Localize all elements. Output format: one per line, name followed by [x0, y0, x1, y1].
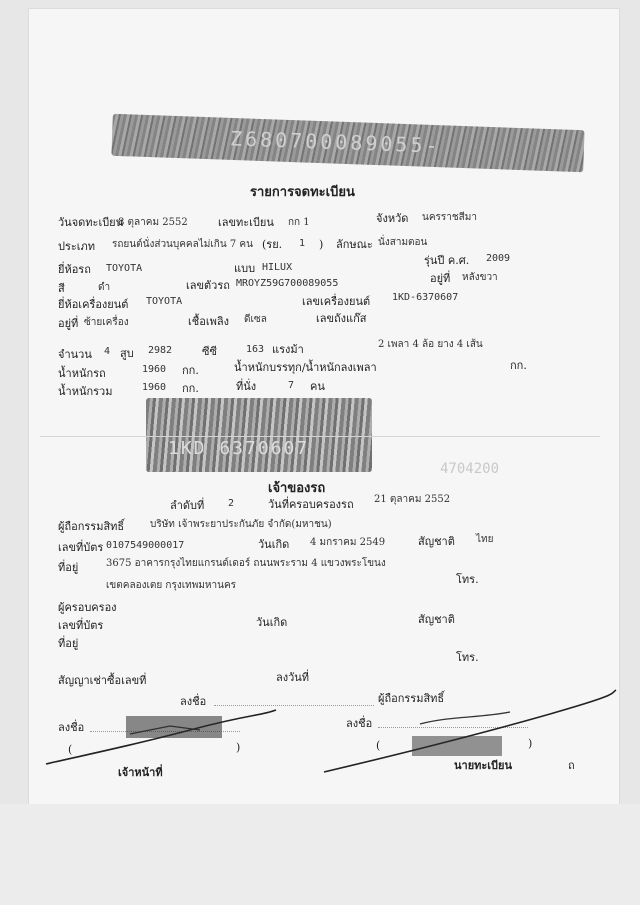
- load-label: น้ำหนักบรรทุก/น้ำหนักลงเพลา: [234, 361, 377, 374]
- plate-value: กก 1: [288, 217, 310, 228]
- possessor-tel-label: โทร.: [456, 651, 479, 664]
- holder-sign-label: ลงชื่อ: [180, 695, 207, 708]
- model-value: HILUX: [262, 262, 293, 273]
- engine-no-label: เลขเครื่องยนต์: [302, 295, 371, 308]
- owner-addr-line2: เขตคลองเตย กรุงเทพมหานคร: [106, 580, 237, 591]
- possess-date-value: 21 ตุลาคม 2552: [374, 494, 451, 505]
- reg-date-label: วันจดทะเบียน: [58, 216, 124, 229]
- cylinder-unit: สูบ: [120, 347, 134, 360]
- engine-brand-label: ยี่ห้อเครื่องยนต์: [58, 298, 129, 311]
- owner-birth-value: 4 มกราคม 2549: [310, 537, 386, 548]
- style-label: ลักษณะ: [336, 238, 373, 251]
- code-value: 1: [299, 238, 306, 249]
- seq-label: ลำดับที่: [170, 499, 205, 512]
- count-label: จำนวน: [58, 348, 92, 361]
- cylinder-value: 4: [104, 346, 111, 357]
- gas-tank-label: เลขถังแก๊ส: [316, 312, 367, 325]
- total-weight-unit: กก.: [182, 382, 199, 395]
- official-sign-label: ลงชื่อ: [58, 721, 85, 734]
- seat-value: 7: [288, 380, 295, 391]
- faded-number: 4704200: [440, 461, 500, 477]
- contract-no-label: สัญญาเช่าซื้อเลขที่: [58, 674, 147, 687]
- weight-label: น้ำหนักรถ: [58, 367, 106, 380]
- registrar-paren-close: ): [528, 737, 533, 750]
- chassis-loc-label: อยู่ที่: [430, 272, 451, 285]
- possessor-nation-label: สัญชาติ: [418, 613, 455, 626]
- weight-unit: กก.: [182, 364, 199, 377]
- weight-value: 1960: [142, 364, 167, 375]
- owner-addr-line1: 3675 อาคารกรุงไทยแกรนด์เดอร์ ถนนพระราม 4 แขวงพระโขนง: [106, 558, 386, 569]
- seat-label: ที่นั่ง: [236, 380, 257, 393]
- possessor-title: ผู้ครอบครอง: [58, 601, 117, 614]
- owner-id-value: 0107549000017: [106, 540, 185, 551]
- year-value: 2009: [486, 253, 511, 264]
- chassis-value: MROYZ59G700089055: [236, 278, 339, 289]
- province-value: นครราชสีมา: [422, 212, 477, 223]
- owner-nation-label: สัญชาติ: [418, 535, 455, 548]
- chassis-label: เลขตัวรถ: [186, 279, 230, 292]
- mid-divider: [40, 436, 600, 437]
- hp-value: 163: [246, 344, 265, 355]
- hp-unit: แรงม้า: [272, 343, 304, 356]
- engine-no-value: 1KD-6370607: [392, 292, 459, 303]
- registrar-role: นายทะเบียน: [454, 759, 513, 772]
- registrar-signature: [320, 688, 620, 778]
- page-title: รายการจดทะเบียน: [250, 185, 355, 200]
- color-value: ดำ: [98, 282, 111, 293]
- fuel-value: ดีเซล: [244, 314, 267, 325]
- cc-value: 2982: [148, 345, 173, 356]
- page-mark: ถ: [568, 759, 575, 772]
- province-label: จังหวัด: [376, 212, 409, 225]
- brand-value: TOYOTA: [106, 263, 143, 274]
- official-signature: [40, 706, 280, 786]
- possessor-addr-label: ที่อยู่: [58, 637, 79, 650]
- owner-id-label: เลขที่บัตร: [58, 541, 104, 554]
- possessor-id-label: เลขที่บัตร: [58, 619, 104, 632]
- registrar-sign-label: ลงชื่อ: [346, 717, 373, 730]
- engine-loc-value: ซ้ายเครื่อง: [84, 317, 129, 328]
- contract-date-label: ลงวันที่: [276, 671, 310, 684]
- type-label: ประเภท: [58, 240, 96, 253]
- reg-date: 8 ตุลาคม 2552: [118, 217, 188, 228]
- chassis-loc-value: หลังขวา: [462, 272, 498, 283]
- type-value: รถยนต์นั่งส่วนบุคคลไม่เกิน 7 คน: [112, 239, 253, 250]
- engine-loc-label: อยู่ที่: [58, 317, 79, 330]
- owner-nation-value: ไทย: [476, 534, 494, 545]
- engine-stamp: [146, 398, 372, 472]
- style-value: นั่งสามตอน: [378, 237, 428, 248]
- seq-value: 2: [228, 498, 235, 509]
- year-label: รุ่นปี ค.ศ.: [424, 254, 470, 267]
- official-paren-open: (: [68, 743, 73, 756]
- holder-role: ผู้ถือกรรมสิทธิ์: [378, 692, 445, 705]
- engine-brand-value: TOYOTA: [146, 296, 183, 307]
- plate-label: เลขทะเบียน: [218, 216, 274, 229]
- code-close: ): [319, 238, 324, 251]
- engine-stamp-text: 1KD 6370607: [168, 438, 310, 459]
- model-label: แบบ: [234, 262, 256, 275]
- color-label: สี: [58, 282, 65, 295]
- axle-value: 2 เพลา 4 ล้อ ยาง 4 เส้น: [378, 339, 483, 350]
- owner-title: เจ้าของรถ: [268, 481, 326, 496]
- code-label: (รย.: [262, 238, 283, 251]
- possess-date-label: วันที่ครอบครองรถ: [268, 498, 354, 511]
- brand-label: ยี่ห้อรถ: [58, 263, 91, 276]
- load-unit: กก.: [510, 359, 527, 372]
- registrar-paren-open: (: [376, 739, 381, 752]
- seat-unit: คน: [310, 380, 325, 393]
- cc-unit: ซีซี: [202, 345, 217, 358]
- plate-overlay-text: Z680700089055-: [229, 126, 441, 158]
- owner-addr-label: ที่อยู่: [58, 561, 79, 574]
- possessor-birth-label: วันเกิด: [256, 616, 288, 629]
- background-strip: [0, 804, 640, 905]
- official-role: เจ้าหน้าที่: [118, 766, 163, 779]
- owner-birth-label: วันเกิด: [258, 538, 290, 551]
- total-weight-label: น้ำหนักรวม: [58, 385, 113, 398]
- holder-value: บริษัท เจ้าพระยาประกันภัย จำกัด(มหาชน): [150, 519, 332, 530]
- owner-tel-label: โทร.: [456, 573, 479, 586]
- fuel-label: เชื้อเพลิง: [188, 315, 229, 328]
- holder-label: ผู้ถือกรรมสิทธิ์: [58, 520, 125, 533]
- total-weight-value: 1960: [142, 382, 167, 393]
- official-paren-close: ): [236, 741, 241, 754]
